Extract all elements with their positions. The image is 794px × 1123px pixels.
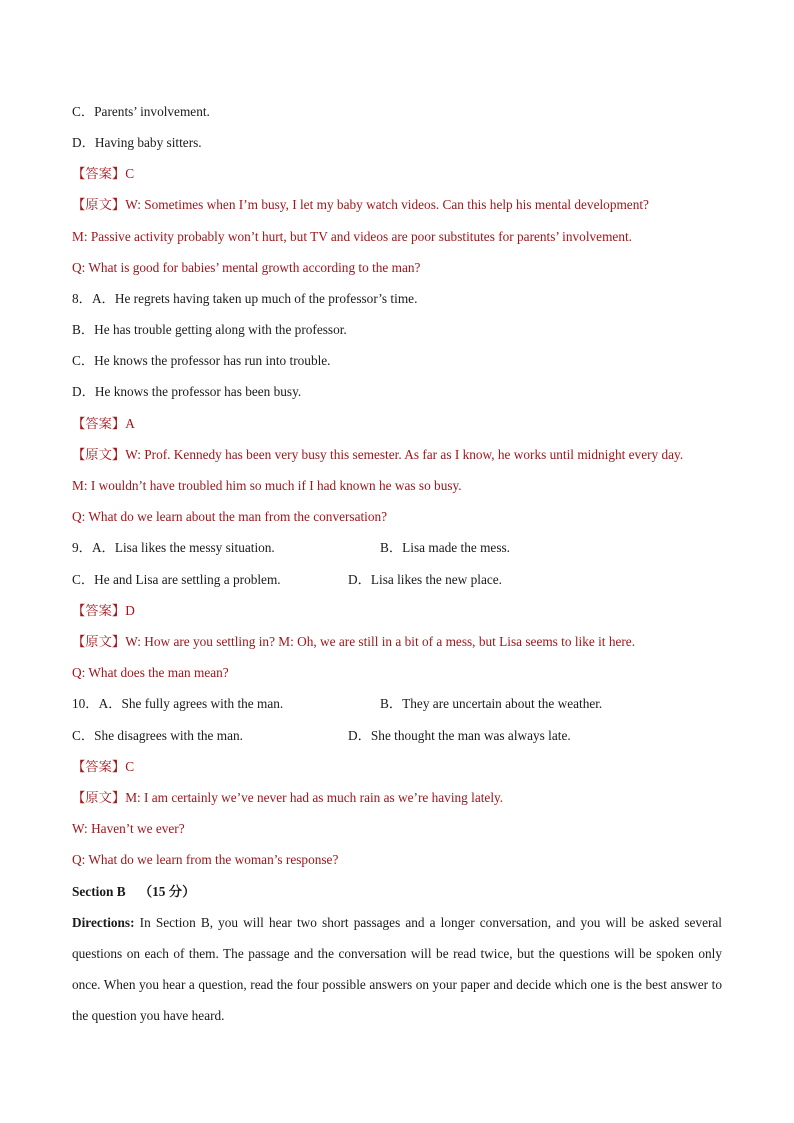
q10-transcript-m [72,789,503,807]
q9-transcript [72,633,635,651]
q8-answer [72,415,135,433]
answer-value: C [125,759,135,774]
directions-text: In Section B, you will hear two short passages and a longer conversation, and you will be asked several questions on each of them. The passage and the conversation will be read twice, but the questions will be spoken only once. When you hear a question, read the four possible answers on your paper and decide which one is the best answer to the question you have heard. [72,915,722,1023]
answer-value: C [125,166,135,181]
transcript-line: W: Prof. Kennedy has been very busy this semester. As far as I know, he works until midnight every day. [125,447,684,462]
q7-option-c: C．Parents’ involvement. [72,104,210,119]
q10-option-c: C．She disagrees with the man. [72,728,243,743]
answer-tag: 【答案】 [72,166,126,181]
q9-option-d: D．Lisa likes the new place. [348,572,502,587]
q8-option-a: 8．A．He regrets having taken up much of the professor’s time. [72,291,418,306]
q10-option-d: D．She thought the man was always late. [348,728,571,743]
section-points: （15 分） [138,884,196,899]
q8-transcript-q: Q: What do we learn about the man from the conversation? [72,509,388,524]
section-b-heading [72,883,195,901]
transcript-line: W: How are you settling in? M: Oh, we are still in a bit of a mess, but Lisa seems to like it here. [125,634,636,649]
answer-tag: 【答案】 [72,416,126,431]
q8-transcript-m: M: I wouldn’t have troubled him so much if I had known he was so busy. [72,478,462,493]
q8-transcript-w [72,446,683,464]
q10-transcript-w: W: Haven’t we ever? [72,821,185,836]
answer-value: D [125,603,135,618]
directions-paragraph [72,907,722,1031]
q7-option-d: D．Having baby sitters. [72,135,202,150]
q7-transcript-q: Q: What is good for babies’ mental growth according to the man? [72,260,421,275]
q9-option-c: C．He and Lisa are settling a problem. [72,572,281,587]
q10-answer [72,758,134,776]
transcript-line: M: I am certainly we’ve never had as much rain as we’re having lately. [125,790,504,805]
q10-option-b: B．They are uncertain about the weather. [380,696,603,711]
q8-option-d: D．He knows the professor has been busy. [72,384,302,399]
q7-transcript-w [72,196,649,214]
q9-answer [72,602,135,620]
answer-tag: 【答案】 [72,759,126,774]
transcript-tag: 【原文】 [72,790,126,805]
directions-label: Directions: [72,915,135,930]
q9-transcript-q: Q: What does the man mean? [72,665,229,680]
q9-option-b: B．Lisa made the mess. [380,540,510,555]
answer-tag: 【答案】 [72,603,126,618]
q8-option-c: C．He knows the professor has run into trouble. [72,353,331,368]
section-title: Section B [72,884,126,899]
q10-transcript-q: Q: What do we learn from the woman’s response? [72,852,339,867]
answer-value: A [125,416,135,431]
transcript-line: W: Sometimes when I’m busy, I let my baby watch videos. Can this help his mental development? [125,197,649,212]
q10-option-a: 10．A．She fully agrees with the man. [72,696,284,711]
q7-transcript-m: M: Passive activity probably won’t hurt, but TV and videos are poor substitutes for parents’ involvement. [72,229,632,244]
transcript-tag: 【原文】 [72,197,126,212]
transcript-tag: 【原文】 [72,634,126,649]
q9-option-a: 9．A．Lisa likes the messy situation. [72,540,275,555]
q8-option-b: B．He has trouble getting along with the professor. [72,322,347,337]
transcript-tag: 【原文】 [72,447,126,462]
q7-answer [72,165,134,183]
